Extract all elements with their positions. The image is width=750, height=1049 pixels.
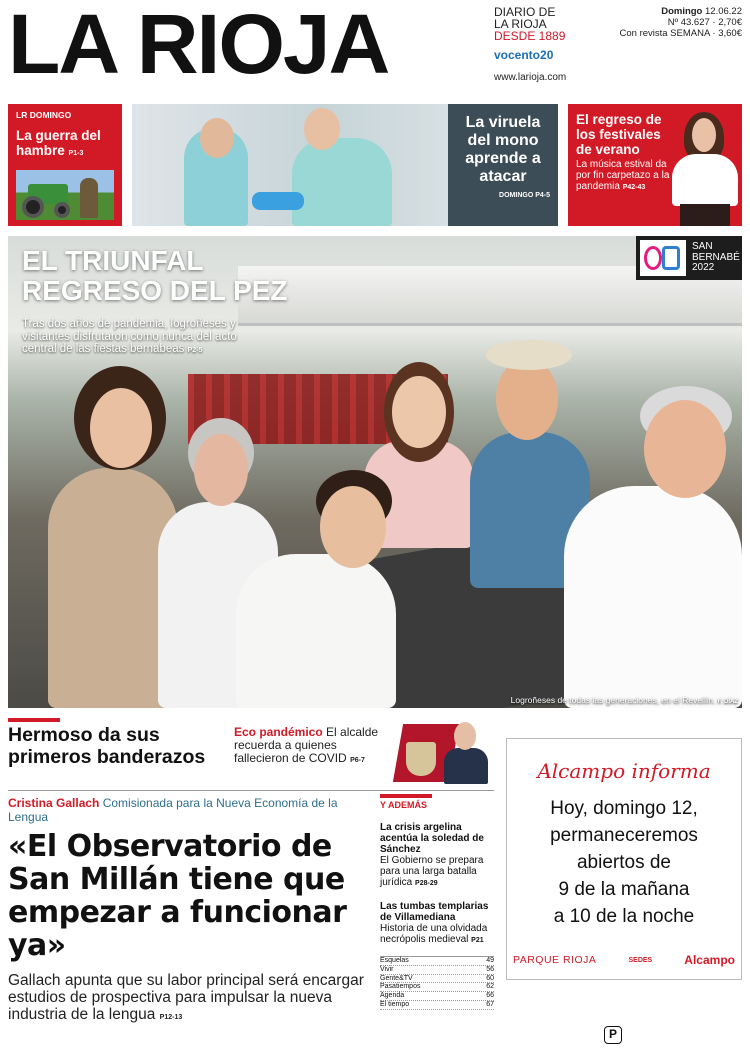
vocento-logo: vocento20 [494, 48, 554, 62]
teaser-pages: DOMINGO P4-5 [499, 192, 550, 199]
teaser-headline: La guerra del hambre P1-3 [16, 128, 101, 158]
tractor-photo [16, 170, 114, 220]
red-accent-bar [8, 718, 60, 722]
also-title: Y ADEMÁS [380, 800, 428, 810]
teaser-headline: El regreso de los festivales de verano [576, 112, 662, 157]
ad-heading: Alcampo informa [537, 759, 711, 783]
issue-details [620, 6, 743, 39]
issue-day: Domingo [661, 6, 703, 17]
story-kicker: Cristina Gallach Comisionada para la Nueva Economía de la Lengua [8, 796, 338, 824]
masthead-info [494, 6, 565, 42]
website-link[interactable]: www.larioja.com [494, 72, 567, 83]
section-index [380, 956, 494, 1010]
hero-headline[interactable]: EL TRIUNFAL REGRESO DEL PEZ [22, 245, 288, 306]
p-logo-icon: P [604, 1026, 622, 1044]
fish-logo-icon [640, 240, 686, 276]
monkeypox-box [448, 104, 558, 226]
teaser-headline: La viruela del mono aprende a atacar [465, 114, 541, 185]
photo-caption: Logroñeses de todas las generaciones, en el Revellín. F. DÍAZ [510, 695, 738, 705]
story-banderazos[interactable] [8, 718, 494, 786]
index-row[interactable]: El tiempo 67 [380, 1000, 494, 1008]
divider [8, 790, 494, 791]
san-bernabe-badge: SAN BERNABÉ 2022 [636, 236, 742, 280]
alcampo-ad[interactable] [506, 738, 742, 980]
price-note: Con revista SEMANA · 3,60€ [619, 28, 742, 39]
newspaper-logo[interactable]: LA RIOJA [8, 0, 389, 91]
info-line1: DIARIO DE [494, 5, 556, 19]
alcampo-logo: Alcampo [684, 953, 735, 967]
teaser-monkeypox[interactable] [132, 104, 558, 226]
sedes-logo: SEDES [628, 956, 653, 964]
index-row[interactable]: Vivir 56 [380, 965, 494, 973]
founded-year: DESDE 1889 [494, 29, 566, 43]
singer-photo [666, 104, 742, 226]
ad-footer [513, 953, 735, 967]
main-story[interactable] [8, 796, 372, 1026]
also-box [380, 794, 494, 1010]
issue-date: 12.06.22 [705, 6, 742, 17]
hero-summary: Tras dos años de pandemia, logroñeses y visitantes disfrutaron como nunca del acto central de las fiestas bernabeas P2-5 [22, 318, 237, 355]
story-sidebar: Eco pandémico El alcalde recuerda a quienes fallecieron de COVID P6-7 [234, 725, 379, 765]
story-summary: Gallach apunta que su labor principal será encargar estudios de prospectiva para impulsar la nueva industria de la lengua P12-13 [8, 972, 364, 1023]
index-row[interactable]: Gente&TV 60 [380, 974, 494, 982]
teaser-kicker: LR DOMINGO [16, 110, 72, 120]
index-row[interactable]: Esquelas 49 [380, 957, 494, 964]
ad-body: Hoy, domingo 12, permaneceremos abiertos de 9 de la mañana a 10 de la noche [550, 798, 698, 927]
red-accent-bar [380, 794, 432, 798]
index-row[interactable]: Agenda 66 [380, 992, 494, 1000]
hero-photo[interactable] [8, 236, 742, 708]
masthead [8, 0, 742, 96]
also-item[interactable]: Las tumbas templarias de Villamediana Historia de una olvidada necrópolis medieval P21 [380, 901, 489, 945]
mayor-with-flag-photo [392, 718, 492, 784]
lab-photo [132, 104, 448, 226]
teaser-sub: La música estival da por fin carpetazo a la pandemia P42-43 [576, 159, 670, 192]
teaser-hunger-war[interactable] [8, 104, 122, 226]
issue-number: Nº 43.627 · 2,70€ [667, 17, 742, 28]
info-line2: LA RIOJA [494, 17, 547, 31]
teaser-festivals[interactable] [568, 104, 742, 226]
story-headline[interactable]: «El Observatorio de San Millán tiene que empezar a funcionar ya» [8, 829, 347, 963]
story-headline[interactable]: Hermoso da sus primeros banderazos [8, 724, 206, 768]
index-row[interactable]: Pasatiempos 62 [380, 983, 494, 991]
also-item[interactable]: La crisis argelina acentúa la soledad de Sánchez El Gobierno se prepara para una larga batalla jurídica P28-29 [380, 822, 484, 888]
parque-rioja-logo: PARQUE RIOJA [513, 954, 597, 966]
